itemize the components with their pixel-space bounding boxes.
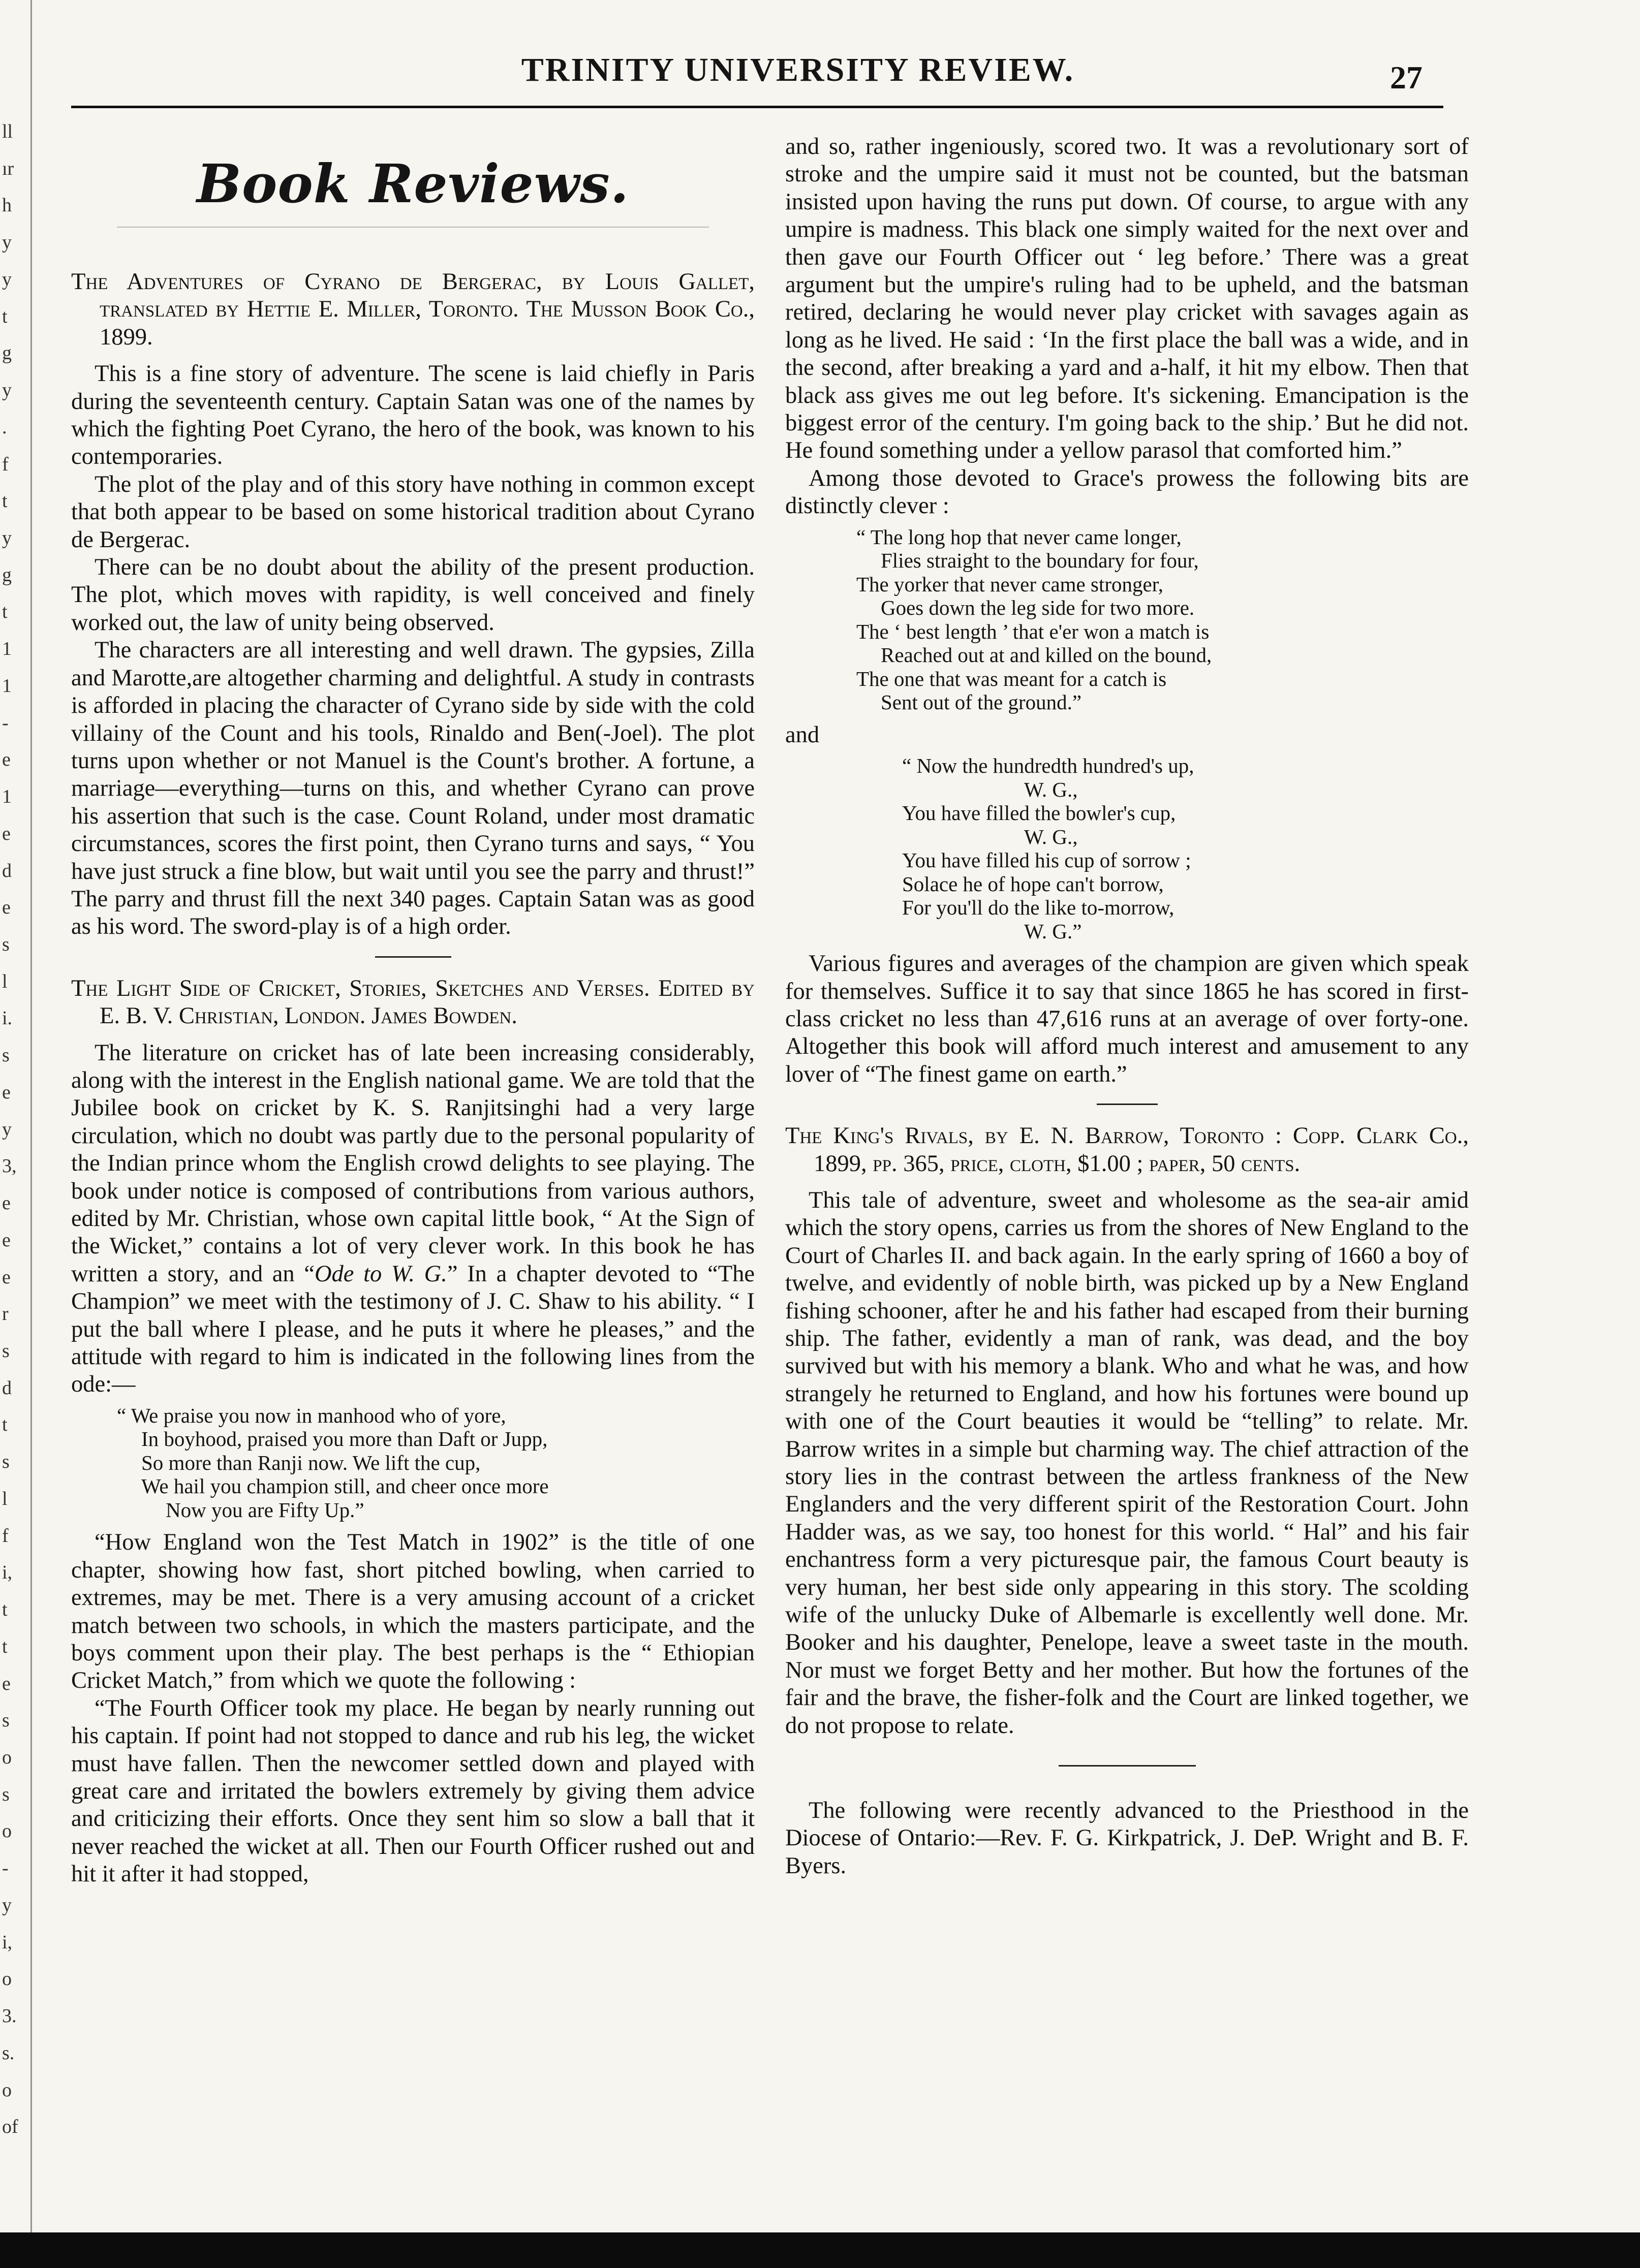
poem-line: For you'll do the like to-morrow, <box>902 896 1174 920</box>
margin-fragment: e <box>2 749 11 770</box>
poem-line: “ We praise you now in manhood who of yore, <box>117 1403 506 1427</box>
poem-line: The one that was meant for a catch is <box>856 667 1167 690</box>
margin-fragment: y <box>2 269 12 290</box>
page-number: 27 <box>1390 59 1422 96</box>
cricket-paragraph-5: Various figures and averages of the champion are given which speak for themselves. Suffice it to say that since 1865 he has scored in first-class cricket no less than 47,616 runs at an average of over forty-one. Altogether this book will afford much interest and amusement to any lover of “The finest game on earth.” <box>785 951 1469 1087</box>
margin-fragment: s <box>2 1784 10 1805</box>
poem-line: Reached out at and killed on the bound, <box>881 643 1212 667</box>
margin-fragment: - <box>2 712 9 734</box>
margin-fragment: t <box>2 306 8 327</box>
margin-fragment: s <box>2 934 10 955</box>
left-margin-bleed-text <box>0 122 19 2175</box>
margin-fragment: t <box>2 1636 8 1657</box>
margin-fragment: ll <box>2 121 13 142</box>
poem-line: Solace he of hope can't borrow, <box>902 872 1164 896</box>
margin-fragment: t <box>2 1414 8 1435</box>
poem-line: In boyhood, praised you more than Daft or Jupp, <box>141 1427 548 1451</box>
margin-fragment: s <box>2 1451 10 1472</box>
margin-fragment: 1 <box>2 786 12 807</box>
cyrano-paragraph-1: This is a fine story of adventure. The scene is laid chiefly in Paris during the seventeenth century. Captain Satan was one of the names by which the fighting Poet Cyrano, the hero of the book, was known to his contemporaries. <box>71 361 755 470</box>
title-rule <box>117 227 709 228</box>
review-separator <box>1097 1104 1158 1105</box>
poem-line: The yorker that never came stronger, <box>856 572 1163 596</box>
margin-fragment: y <box>2 232 12 253</box>
poem-line: Now you are Fifty Up.” <box>166 1498 364 1522</box>
margin-fragment: h <box>2 195 12 216</box>
margin-fragment: e <box>2 897 11 918</box>
margin-fragment: i. <box>2 1007 13 1029</box>
page-gutter-line <box>30 0 32 2268</box>
header-rule <box>71 106 1443 108</box>
cricket-paragraph-1-text: The literature on cricket has of late been increasing considerably, along with the interest in the English national game. We are told that the Jubilee book on cricket by K. S. Ranjitsinghi had a very large circulation, which no doubt was partly due to the personal popularity of the Indian prince whom the English crowd delights to see playing. The book under notice is composed of contributions from various authors, edited by Mr. Christian, whose own capital little book, “ At the Sign of the Wicket,” contains a lot of very clever work. In this book he has written a story, and an “ <box>71 1040 755 1287</box>
margin-fragment: 1 <box>2 675 12 697</box>
margin-fragment: of <box>2 2116 18 2137</box>
cyrano-paragraph-2: The plot of the play and of this story have nothing in common except that both appear to be based on some historical tradition about Cyrano de Bergerac. <box>71 471 755 553</box>
ordination-notice: The following were recently advanced to the Priesthood in the Diocese of Ontario:—Rev. F. G. Kirkpatrick, J. DeP. Wright and B. F. Byers. <box>785 1798 1469 1879</box>
cricket-paragraph-1-tail: ” In a chapter devoted to “The Champion” we meet with the testimony of J. C. Shaw to his ability. “ I put the ball where I please, and he puts it where he pleases,” and the attitude with regard to him is indicated in the following lines from the ode:— <box>71 1261 755 1398</box>
cyrano-paragraph-4: The characters are all interesting and well drawn. The gypsies, Zilla and Marotte,are altogether charming and delightful. A study in contrasts is afforded in placing the character of Cyrano side by side with the cold villainy of the Count and his tools, Rinaldo and Ben(-Joel). The plot turns upon whether or not Manuel is the Count's brother. A fortune, a marriage—everything—turns on this, and whether Cyrano can prove his assertion that such is the case. Count Roland, under most dramatic circumstances, scores the first point, then Cyrano turns and says, “ You have just struck a fine blow, but wait until you see the parry and thrust!” The parry and thrust fill the next 340 pages. Captain Satan was as good as his word. The sword-play is of a high order. <box>71 637 755 940</box>
ode-poem <box>71 1404 755 1522</box>
poem-line: “ Now the hundredth hundred's up, <box>902 754 1194 778</box>
margin-fragment: f <box>2 1525 9 1547</box>
margin-fragment: o <box>2 1968 12 1990</box>
ode-title: Ode to W. G. <box>314 1261 447 1287</box>
running-head: TRINITY UNIVERSITY REVIEW. <box>521 51 1075 88</box>
margin-fragment: . <box>2 417 7 438</box>
poem-line: “ The long hop that never came longer, <box>856 525 1182 549</box>
margin-fragment: t <box>2 490 8 512</box>
margin-fragment: y <box>2 1895 12 1916</box>
margin-fragment: y <box>2 1119 12 1140</box>
margin-fragment: o <box>2 1747 12 1768</box>
margin-fragment: 3, <box>2 1155 17 1177</box>
margin-fragment: y <box>2 527 12 549</box>
cricket-paragraph-1 <box>71 1040 755 1399</box>
section-title: Book Reviews. <box>197 152 629 215</box>
margin-fragment: t <box>2 601 8 622</box>
and-connector: and <box>785 721 820 748</box>
poem-line: The ‘ best length ’ that e'er won a match is <box>856 619 1210 643</box>
poem-line: Flies straight to the boundary for four, <box>881 549 1199 573</box>
margin-fragment: o <box>2 2080 12 2101</box>
margin-fragment: ır <box>2 158 14 179</box>
margin-fragment: s <box>2 1710 10 1731</box>
margin-fragment: g <box>2 342 12 364</box>
margin-fragment: - <box>2 1857 9 1879</box>
cricket-paragraph-3-continued: and so, rather ingeniously, scored two. It was a revolutionary sort of stroke and the umpire said it must not be counted, but the batsman insisted upon having the runs put down. Of course, to argue with any umpire is madness. This black one simply waited for the next over and then gave our Fourth Officer out ‘ leg before.’ There was a great argument but the umpire's ruling had to be upheld, and the batsman retired, declaring he would never play cricket with savages again as long as he lived. He said : ‘In the first place the ball was a wide, and in the second, after breaking a yard and a-half, it hit my elbow. Then that black ass gives me out leg before. It's sickening. Emancipation is the biggest error of the century. I'm going back to the ship.’ But he did not. He found something under a yellow parasol that comforted him.” <box>785 134 1469 464</box>
notice-separator <box>1059 1765 1196 1767</box>
poem-line: You have filled the bowler's cup, <box>902 801 1176 825</box>
poem-line: W. G., <box>1024 777 1078 801</box>
margin-fragment: d <box>2 1377 12 1399</box>
poem-line: So more than Ranji now. We lift the cup, <box>141 1451 481 1474</box>
page-bottom-edge <box>0 2232 1640 2268</box>
margin-fragment: t <box>2 1599 8 1620</box>
margin-fragment: f <box>2 454 9 475</box>
margin-fragment: y <box>2 380 12 401</box>
margin-fragment: g <box>2 564 12 586</box>
poem-line: You have filled his cup of sorrow ; <box>902 848 1191 872</box>
poem-line: W. G.” <box>1024 919 1082 943</box>
margin-fragment: e <box>2 1673 11 1694</box>
review-citation-kings-rivals: The King's Rivals, by E. N. Barrow, Toronto : Copp. Clark Co., 1899, pp. 365, price, cloth, $1.00 ; paper, 50 cents. <box>785 1123 1469 1177</box>
cricket-paragraph-3: “The Fourth Officer took my place. He began by nearly running out his captain. If point had not stopped to dance and rub his leg, the wicket must have fallen. Then the newcomer settled down and played with great care and irritated the bowlers extremely by giving them advice and criticizing their efforts. Once they sent him so slow a ball that it never reached the wicket at all. Then our Fourth Officer rushed out and hit it after it had stopped, <box>71 1695 755 1887</box>
cricket-paragraph-2: “How England won the Test Match in 1902” is the title of one chapter, showing how fast, short pitched bowling, when carried to extremes, may be met. There is a very amusing account of a cricket match between two schools, in which the masters participate, and the boys comment upon their play. The best perhaps is the “ Ethiopian Cricket Match,” from which we quote the following : <box>71 1529 755 1694</box>
margin-fragment: s <box>2 1045 10 1066</box>
poem-line: Sent out of the ground.” <box>881 690 1082 714</box>
margin-fragment: e <box>2 1230 11 1251</box>
review-citation-cricket: The Light Side of Cricket, Stories, Sketches and Verses. Edited by E. B. V. Christian, London. James Bowden. <box>71 975 755 1029</box>
margin-fragment: r <box>2 1303 9 1325</box>
margin-fragment: d <box>2 860 12 881</box>
margin-fragment: e <box>2 1267 11 1288</box>
grace-poem-2 <box>785 754 1469 943</box>
margin-fragment: e <box>2 1082 11 1103</box>
margin-fragment: l <box>2 1488 8 1509</box>
margin-fragment: s. <box>2 2042 15 2064</box>
review-separator <box>375 956 451 958</box>
cricket-paragraph-4: Among those devoted to Grace's prowess the following bits are distinctly clever : <box>785 465 1469 519</box>
margin-fragment: e <box>2 823 11 844</box>
poem-line: W. G., <box>1024 825 1078 848</box>
margin-fragment: i, <box>2 1932 13 1953</box>
right-column <box>785 133 1469 1880</box>
review-citation-cyrano: The Adventures of Cyrano de Bergerac, by Louis Gallet, translated by Hettie E. Miller, Toronto. The Musson Book Co., 1899. <box>71 269 755 350</box>
margin-fragment: l <box>2 971 8 992</box>
margin-fragment: i, <box>2 1562 13 1583</box>
margin-fragment: s <box>2 1340 10 1362</box>
poem-line: We hail you champion still, and cheer once more <box>141 1474 549 1498</box>
margin-fragment: 1 <box>2 638 12 659</box>
margin-fragment: e <box>2 1192 11 1214</box>
margin-fragment: 3. <box>2 2005 17 2027</box>
kings-rivals-paragraph: This tale of adventure, sweet and wholesome as the sea-air amid which the story opens, carries us from the shores of New England to the Court of Charles II. and back again. In the early spring of 1660 a boy of twelve, and evidently of noble birth, was picked up by a New England fishing schooner, after he and his father had escaped from their burning ship. The father, evidently a man of rank, was dead, and the boy survived but with his memory a blank. Who and what he was, and how strangely he returned to England, and how his fortunes were bound up with one of the Court beauties it would be “telling” to relate. Mr. Barrow writes in a simple but charming way. The chief attraction of the story lies in the contrast between the artless frankness of the New Englanders and the very different spirit of the Restoration Court. John Hadder was, as we say, too honest for this world. “ Hal” and his fair enchantress form a very picturesque pair, the famous Court beauty is very human, her best side only appearing in this story. The scolding wife of the unlucky Duke of Albemarle is excellently well done. Mr. Booker and his daughter, Penelope, leave a sweet taste in the mouth. Nor must we forget Betty and her mother. But how the fortunes of the fair and the brave, the fisher-folk and the Court are linked together, we do not propose to relate. <box>785 1187 1469 1739</box>
margin-fragment: o <box>2 1820 12 1842</box>
cyrano-paragraph-3: There can be no doubt about the ability of the present production. The plot, which moves with rapidity, is well conceived and finely worked out, the law of unity being observed. <box>71 554 755 636</box>
grace-poem-1 <box>785 525 1469 714</box>
poem-line: Goes down the leg side for two more. <box>881 596 1195 620</box>
left-column <box>71 133 755 1888</box>
